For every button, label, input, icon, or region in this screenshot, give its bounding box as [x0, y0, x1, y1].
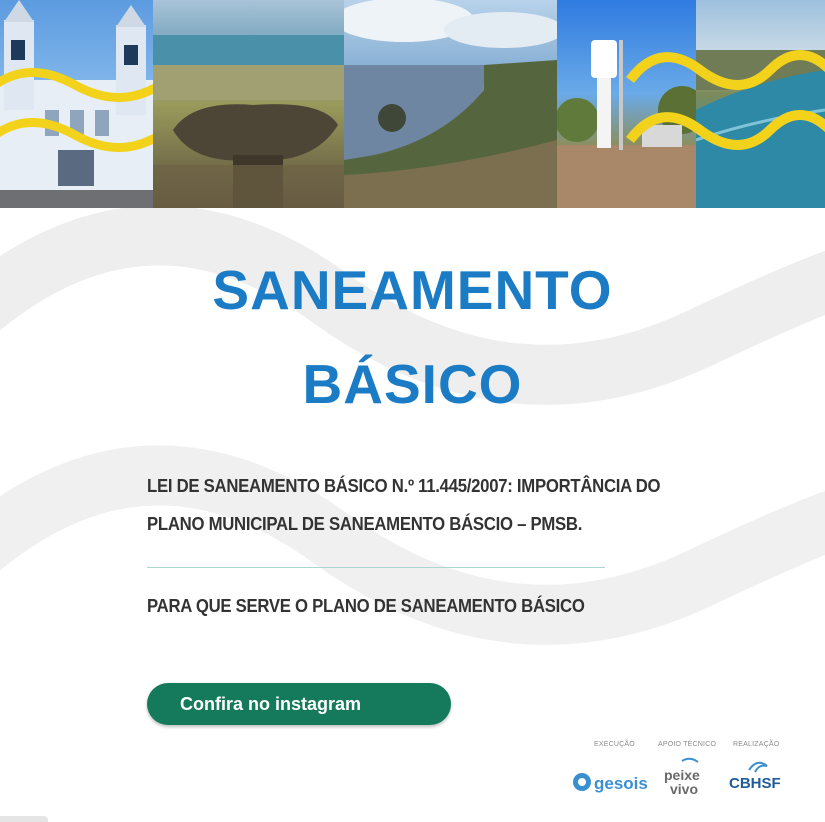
yellow-wave-decoration: [620, 0, 825, 208]
instagram-button[interactable]: [147, 683, 451, 725]
technical-support-label: APOIO TÉCNICO: [658, 741, 717, 748]
lake-photo: [344, 0, 557, 208]
instagram-button-label: Confira no instagram: [180, 693, 362, 714]
gesois-logo: [572, 764, 648, 796]
peixe-vivo-logo: [662, 756, 710, 798]
cbhsf-logo-text: CBHSF: [729, 775, 781, 792]
law-text-line-1: LEI DE SANEAMENTO BÁSICO N.º 11.445/2007: IMPORTÂNCIA DO: [147, 476, 661, 496]
realization-label: REALIZAÇÃO: [733, 741, 780, 748]
divider: [147, 567, 605, 568]
rock-photo: [153, 0, 344, 208]
cbhsf-logo: [727, 756, 785, 798]
page-title-line-1: SANEAMENTO: [212, 259, 613, 321]
law-text-line-2: PLANO MUNICIPAL DE SANEAMENTO BÁSCIO – PMSB.: [147, 514, 583, 534]
photo-banner: [0, 0, 825, 208]
peixe-logo-line-1: peixe: [664, 767, 700, 783]
gesois-logo-text: gesois: [594, 774, 648, 793]
corner-tab: [0, 816, 48, 822]
peixe-logo-line-2: vivo: [670, 781, 699, 797]
purpose-text: PARA QUE SERVE O PLANO DE SANEAMENTO BÁSICO: [147, 596, 585, 616]
church-photo: [0, 0, 153, 208]
execution-label: EXECUÇÃO: [594, 741, 635, 748]
page-title-line-2: BÁSICO: [302, 353, 523, 415]
